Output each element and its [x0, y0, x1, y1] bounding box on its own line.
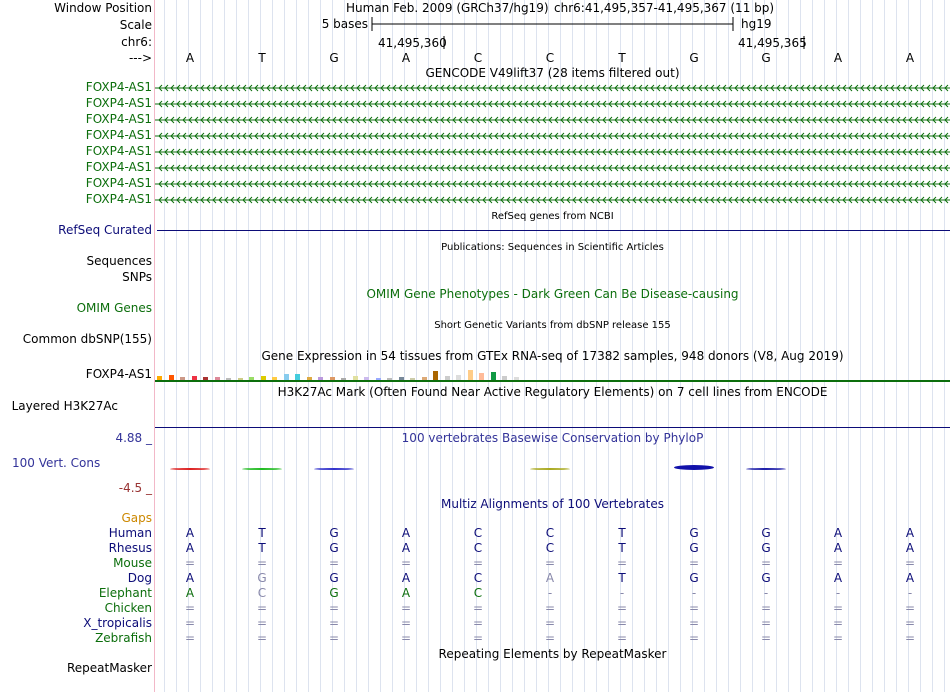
phylop-score-mark[interactable]: [170, 468, 210, 470]
coord-tick-1: 41,495,360: [378, 36, 447, 50]
multiz-aligned-base: G: [689, 541, 699, 555]
multiz-aligned-base: C: [473, 526, 483, 540]
multiz-aligned-base: A: [185, 571, 195, 585]
multiz-aligned-base: -: [691, 586, 697, 600]
multiz-aligned-base: =: [616, 616, 628, 630]
multiz-track-title[interactable]: Multiz Alignments of 100 Vertebrates: [440, 497, 665, 511]
multiz-aligned-base: =: [760, 616, 772, 630]
gtex-tissue-bar[interactable]: [468, 370, 473, 380]
sequence-base: T: [258, 51, 266, 65]
phylop-score-mark[interactable]: [242, 468, 282, 470]
gencode-gene-feature[interactable]: [155, 195, 950, 205]
sequence-base: A: [185, 51, 195, 65]
assembly-title: Human Feb. 2009 (GRCh37/hg19): [346, 1, 549, 15]
repeatmasker-track-title[interactable]: Repeating Elements by RepeatMasker: [438, 647, 667, 661]
multiz-aligned-base: A: [833, 541, 843, 555]
multiz-aligned-base: G: [761, 571, 771, 585]
sequence-base: A: [401, 51, 411, 65]
refseq-gene-line[interactable]: [157, 230, 950, 231]
multiz-aligned-base: G: [761, 526, 771, 540]
multiz-aligned-base: A: [401, 586, 411, 600]
multiz-aligned-base: A: [905, 526, 915, 540]
gencode-gene-label[interactable]: FOXP4-AS1: [85, 192, 152, 206]
multiz-aligned-base: =: [256, 616, 268, 630]
gencode-gene-label[interactable]: FOXP4-AS1: [85, 176, 152, 190]
multiz-species-label[interactable]: Zebrafish: [95, 631, 152, 645]
multiz-species-label[interactable]: Chicken: [104, 601, 152, 615]
dbsnp-track-title[interactable]: Short Genetic Variants from dbSNP release 155: [434, 320, 671, 331]
multiz-aligned-base: =: [472, 631, 484, 645]
multiz-aligned-base: =: [544, 631, 556, 645]
multiz-aligned-base: G: [689, 571, 699, 585]
multiz-aligned-base: C: [473, 571, 483, 585]
multiz-aligned-base: =: [688, 616, 700, 630]
multiz-aligned-base: =: [544, 616, 556, 630]
multiz-aligned-base: =: [832, 616, 844, 630]
scale-assembly: hg19: [741, 17, 772, 31]
multiz-aligned-base: G: [329, 526, 339, 540]
multiz-aligned-base: =: [760, 631, 772, 645]
multiz-aligned-base: =: [400, 601, 412, 615]
sequence-base: A: [833, 51, 843, 65]
multiz-aligned-base: =: [184, 556, 196, 570]
gencode-gene-feature[interactable]: [155, 83, 950, 93]
phylop-score-mark[interactable]: [746, 468, 786, 470]
coord-tick-2: 41,495,365: [738, 36, 807, 50]
phylop-track-title[interactable]: 100 vertebrates Basewise Conservation by PhyloP: [401, 431, 704, 445]
dbsnp-track-label[interactable]: Common dbSNP(155): [22, 332, 152, 346]
refseq-track-label[interactable]: RefSeq Curated: [58, 223, 152, 237]
multiz-aligned-base: G: [329, 586, 339, 600]
multiz-aligned-base: -: [619, 586, 625, 600]
multiz-aligned-base: =: [688, 631, 700, 645]
multiz-aligned-base: T: [618, 571, 626, 585]
chrom-label: chr6:: [121, 35, 152, 49]
multiz-aligned-base: =: [832, 631, 844, 645]
multiz-aligned-base: =: [832, 556, 844, 570]
multiz-gaps-label: Gaps: [121, 511, 152, 525]
multiz-aligned-base: T: [258, 526, 266, 540]
phylop-score-mark[interactable]: [530, 468, 570, 470]
multiz-aligned-base: =: [184, 616, 196, 630]
multiz-aligned-base: -: [907, 586, 913, 600]
gencode-gene-feature[interactable]: [155, 179, 950, 189]
gencode-gene-feature[interactable]: [155, 147, 950, 157]
multiz-aligned-base: =: [544, 601, 556, 615]
multiz-aligned-base: =: [688, 556, 700, 570]
multiz-aligned-base: A: [833, 571, 843, 585]
multiz-aligned-base: =: [616, 631, 628, 645]
multiz-aligned-base: C: [545, 541, 555, 555]
gencode-gene-label[interactable]: FOXP4-AS1: [85, 144, 152, 158]
multiz-aligned-base: A: [833, 526, 843, 540]
multiz-species-label[interactable]: Elephant: [98, 586, 152, 600]
sequence-base: G: [761, 51, 771, 65]
multiz-aligned-base: A: [545, 571, 555, 585]
gencode-gene-label[interactable]: FOXP4-AS1: [85, 128, 152, 142]
multiz-aligned-base: -: [835, 586, 841, 600]
gencode-gene-label[interactable]: FOXP4-AS1: [85, 96, 152, 110]
multiz-aligned-base: C: [473, 586, 483, 600]
phylop-score-mark[interactable]: [674, 465, 714, 470]
multiz-aligned-base: =: [904, 601, 916, 615]
multiz-aligned-base: A: [401, 571, 411, 585]
position-range: chr6:41,495,357-41,495,367 (11 bp): [554, 1, 775, 15]
sequence-base: G: [329, 51, 339, 65]
multiz-aligned-base: C: [473, 541, 483, 555]
multiz-aligned-base: G: [329, 541, 339, 555]
h3k27ac-track-title[interactable]: H3K27Ac Mark (Often Found Near Active Regulatory Elements) on 7 cell lines from ENCODE: [277, 385, 828, 399]
sequence-base: A: [905, 51, 915, 65]
window-position-label: Window Position: [54, 1, 152, 15]
sequence-base: T: [618, 51, 626, 65]
gencode-gene-label[interactable]: FOXP4-AS1: [85, 80, 152, 94]
multiz-aligned-base: C: [257, 586, 267, 600]
multiz-aligned-base: -: [763, 586, 769, 600]
phylop-max-label: 4.88 _: [115, 431, 152, 445]
multiz-aligned-base: T: [618, 541, 626, 555]
publications-track-title[interactable]: Publications: Sequences in Scientific Articles: [441, 242, 664, 253]
multiz-aligned-base: -: [547, 586, 553, 600]
multiz-aligned-base: A: [185, 541, 195, 555]
gencode-track-title[interactable]: GENCODE V49lift37 (28 items filtered out): [425, 66, 680, 80]
strand-label: --->: [128, 51, 152, 65]
multiz-aligned-base: =: [400, 616, 412, 630]
multiz-aligned-base: =: [328, 556, 340, 570]
multiz-species-label[interactable]: Human: [108, 526, 152, 540]
multiz-aligned-base: =: [184, 631, 196, 645]
multiz-aligned-base: =: [688, 601, 700, 615]
gtex-track-label[interactable]: FOXP4-AS1: [85, 367, 152, 381]
multiz-aligned-base: A: [905, 571, 915, 585]
multiz-aligned-base: A: [185, 586, 195, 600]
h3k27ac-baseline: [155, 427, 950, 428]
multiz-aligned-base: =: [328, 616, 340, 630]
multiz-aligned-base: =: [904, 616, 916, 630]
gtex-gene-line[interactable]: [155, 380, 950, 382]
gtex-track-title[interactable]: Gene Expression in 54 tissues from GTEx RNA-seq of 17382 samples, 948 donors (V8, Aug 2019): [261, 349, 844, 363]
phylop-score-mark[interactable]: [314, 468, 354, 470]
multiz-aligned-base: =: [400, 631, 412, 645]
multiz-aligned-base: G: [329, 571, 339, 585]
phylop-min-label: -4.5 _: [118, 481, 152, 495]
multiz-aligned-base: G: [761, 541, 771, 555]
multiz-aligned-base: =: [544, 556, 556, 570]
multiz-aligned-base: =: [616, 556, 628, 570]
multiz-aligned-base: =: [832, 601, 844, 615]
gtex-tissue-bar[interactable]: [479, 373, 484, 380]
h3k27ac-track-label[interactable]: Layered H3K27Ac: [11, 399, 118, 413]
multiz-aligned-base: =: [472, 556, 484, 570]
sequence-base: G: [689, 51, 699, 65]
multiz-aligned-base: A: [401, 541, 411, 555]
gencode-gene-feature[interactable]: [155, 99, 950, 109]
gtex-tissue-bar[interactable]: [491, 372, 496, 380]
multiz-aligned-base: C: [545, 526, 555, 540]
multiz-species-label[interactable]: Dog: [127, 571, 152, 585]
gencode-gene-label[interactable]: FOXP4-AS1: [85, 160, 152, 174]
gencode-gene-feature[interactable]: [155, 163, 950, 173]
multiz-aligned-base: A: [401, 526, 411, 540]
multiz-aligned-base: =: [256, 556, 268, 570]
multiz-aligned-base: =: [760, 556, 772, 570]
multiz-species-label[interactable]: Rhesus: [108, 541, 152, 555]
publications-track-label[interactable]: Sequences: [86, 254, 152, 268]
multiz-aligned-base: =: [616, 601, 628, 615]
multiz-species-label[interactable]: Mouse: [113, 556, 152, 570]
multiz-aligned-base: =: [472, 601, 484, 615]
multiz-species-label[interactable]: X_tropicalis: [83, 616, 152, 630]
multiz-aligned-base: =: [328, 631, 340, 645]
multiz-aligned-base: =: [328, 601, 340, 615]
gtex-tissue-bar[interactable]: [433, 371, 438, 380]
sequence-base: C: [545, 51, 555, 65]
multiz-aligned-base: =: [400, 556, 412, 570]
multiz-aligned-base: G: [257, 571, 267, 585]
omim-track-title[interactable]: OMIM Gene Phenotypes - Dark Green Can Be Disease-causing: [366, 287, 739, 301]
scale-bases: 5 bases: [321, 17, 368, 31]
multiz-aligned-base: T: [618, 526, 626, 540]
multiz-aligned-base: =: [256, 601, 268, 615]
multiz-aligned-base: =: [904, 556, 916, 570]
gencode-gene-label[interactable]: FOXP4-AS1: [85, 112, 152, 126]
refseq-track-title[interactable]: RefSeq genes from NCBI: [491, 211, 614, 222]
phylop-track-label[interactable]: 100 Vert. Cons: [12, 456, 101, 470]
multiz-aligned-base: =: [472, 616, 484, 630]
sequence-base: C: [473, 51, 483, 65]
snps-track-label[interactable]: SNPs: [122, 270, 152, 284]
multiz-aligned-base: =: [256, 631, 268, 645]
omim-track-label[interactable]: OMIM Genes: [76, 301, 152, 315]
scale-label: Scale: [119, 18, 152, 32]
multiz-aligned-base: T: [258, 541, 266, 555]
multiz-aligned-base: G: [689, 526, 699, 540]
gencode-gene-feature[interactable]: [155, 131, 950, 141]
multiz-aligned-base: A: [905, 541, 915, 555]
multiz-aligned-base: =: [904, 631, 916, 645]
multiz-aligned-base: A: [185, 526, 195, 540]
repeatmasker-track-label[interactable]: RepeatMasker: [66, 661, 152, 675]
multiz-aligned-base: =: [184, 601, 196, 615]
gencode-gene-feature[interactable]: [155, 115, 950, 125]
multiz-aligned-base: =: [760, 601, 772, 615]
